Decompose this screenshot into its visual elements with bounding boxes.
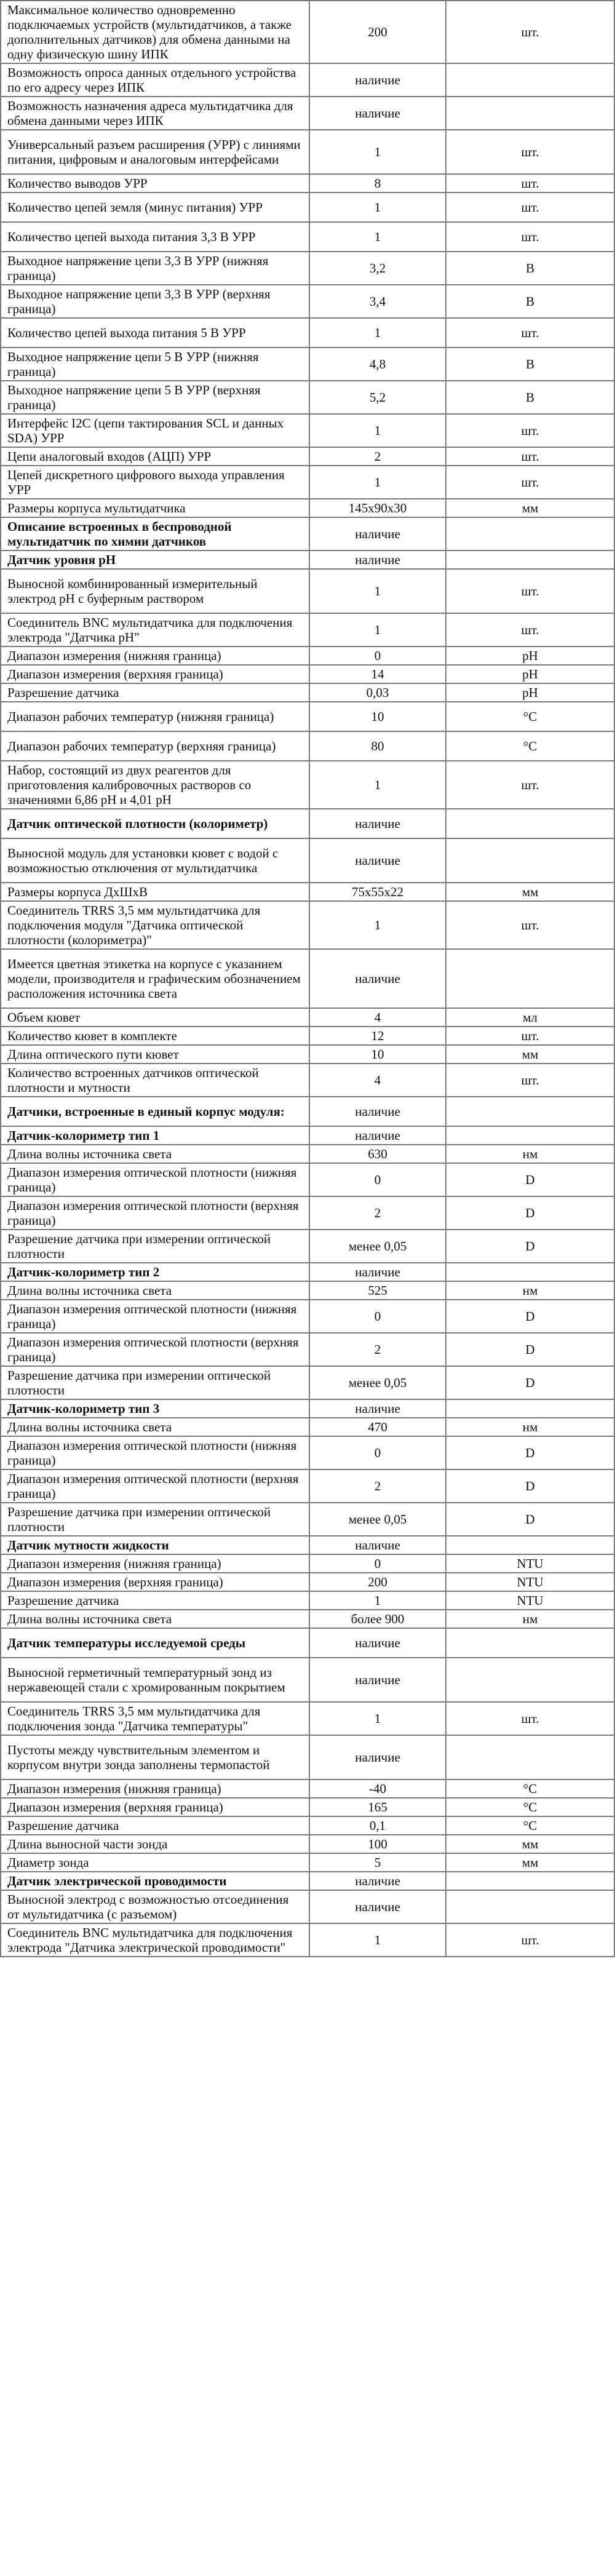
value-cell: менее 0,05	[309, 1503, 446, 1536]
spec-table-body	[1, 1, 614, 1957]
table-row	[1, 63, 614, 97]
value-cell: 1	[309, 130, 446, 174]
value-cell: наличие	[309, 1126, 446, 1145]
unit-cell	[446, 1890, 614, 1923]
unit-cell: шт.	[446, 1063, 614, 1097]
param-cell: Разрешение датчика при измерении оптической плотности	[1, 1230, 309, 1263]
param-cell: Соединитель TRRS 3,5 мм мультидатчика для подключения модуля "Датчика оптической плотности (колориметра)"	[1, 901, 309, 949]
unit-cell: D	[446, 1436, 614, 1469]
table-row	[1, 665, 614, 683]
value-cell: 1	[309, 613, 446, 646]
unit-cell: °C	[446, 1816, 614, 1835]
value-cell: 1	[309, 222, 446, 252]
unit-cell: мм	[446, 1045, 614, 1063]
param-cell: Длина волны источника света	[1, 1145, 309, 1163]
unit-cell: шт.	[446, 414, 614, 447]
param-cell: Диапазон измерения (нижняя граница)	[1, 1554, 309, 1573]
table-row	[1, 731, 614, 761]
value-cell: 14	[309, 665, 446, 683]
value-cell: 4	[309, 1008, 446, 1027]
table-row	[1, 1628, 614, 1658]
value-cell: наличие	[309, 1097, 446, 1126]
param-cell: Возможность назначения адреса мультидатчика для обмена данными через ИПК	[1, 97, 309, 130]
table-row	[1, 1045, 614, 1063]
unit-cell: шт.	[446, 193, 614, 222]
unit-cell: D	[446, 1333, 614, 1366]
unit-cell: °C	[446, 702, 614, 731]
param-cell: Датчик-колориметр тип 2	[1, 1263, 309, 1281]
value-cell: 1	[309, 1591, 446, 1610]
table-row	[1, 1366, 614, 1399]
value-cell: 4,8	[309, 348, 446, 381]
table-row	[1, 1281, 614, 1300]
value-cell: наличие	[309, 1658, 446, 1702]
param-cell: Разрешение датчика	[1, 1591, 309, 1610]
value-cell: 0	[309, 1163, 446, 1196]
table-row	[1, 1300, 614, 1333]
param-cell: Датчик мутности жидкости	[1, 1536, 309, 1554]
value-cell: 4	[309, 1063, 446, 1097]
value-cell: 5,2	[309, 381, 446, 414]
unit-cell	[446, 551, 614, 569]
table-row	[1, 1835, 614, 1853]
param-cell: Цепи аналоговый входов (АЦП) УРР	[1, 447, 309, 466]
value-cell: наличие	[309, 517, 446, 551]
value-cell: 1	[309, 569, 446, 613]
unit-cell: D	[446, 1163, 614, 1196]
unit-cell: шт.	[446, 1923, 614, 1957]
table-row	[1, 1554, 614, 1573]
value-cell: наличие	[309, 551, 446, 569]
table-row	[1, 646, 614, 665]
param-cell: Пустоты между чувствительным элементом и корпусом внутри зонда заполнены термопастой	[1, 1735, 309, 1779]
table-row	[1, 1, 614, 63]
value-cell: 1	[309, 414, 446, 447]
unit-cell	[446, 949, 614, 1008]
table-row	[1, 901, 614, 949]
param-cell: Выносной электрод с возможностью отсоединения от мультидатчика (с разъемом)	[1, 1890, 309, 1923]
param-cell: Диапазон измерения (нижняя граница)	[1, 1779, 309, 1798]
table-row	[1, 414, 614, 447]
table-row	[1, 1591, 614, 1610]
value-cell: 1	[309, 1923, 446, 1957]
unit-cell: шт.	[446, 318, 614, 348]
unit-cell: В	[446, 285, 614, 318]
param-cell: Описание встроенных в беспроводной мультидатчик по химии датчиков	[1, 517, 309, 551]
table-row	[1, 1008, 614, 1027]
table-row	[1, 1436, 614, 1469]
value-cell: 0	[309, 1300, 446, 1333]
unit-cell	[446, 1536, 614, 1554]
unit-cell	[446, 809, 614, 838]
unit-cell: pH	[446, 665, 614, 683]
table-row	[1, 1333, 614, 1366]
value-cell: 0,1	[309, 1816, 446, 1835]
param-cell: Выходное напряжение цепи 3,3 В УРР (нижняя граница)	[1, 252, 309, 285]
table-row	[1, 97, 614, 130]
table-row	[1, 569, 614, 613]
table-row	[1, 1890, 614, 1923]
value-cell: 1	[309, 761, 446, 809]
param-cell: Диапазон измерения оптической плотности (нижняя граница)	[1, 1300, 309, 1333]
param-cell: Длина выносной части зонда	[1, 1835, 309, 1853]
table-row	[1, 613, 614, 646]
unit-cell: шт.	[446, 222, 614, 252]
table-row	[1, 1027, 614, 1045]
table-row	[1, 1779, 614, 1798]
value-cell: наличие	[309, 838, 446, 883]
param-cell: Диапазон измерения (нижняя граница)	[1, 646, 309, 665]
param-cell: Количество цепей выхода питания 5 В УРР	[1, 318, 309, 348]
param-cell: Количество цепей земля (минус питания) УРР	[1, 193, 309, 222]
table-row	[1, 1418, 614, 1436]
param-cell: Диапазон измерения (верхняя граница)	[1, 665, 309, 683]
unit-cell: шт.	[446, 466, 614, 499]
param-cell: Выносной комбинированный измерительный электрод pH с буферным раствором	[1, 569, 309, 613]
unit-cell: pH	[446, 646, 614, 665]
table-row	[1, 809, 614, 838]
value-cell: 1	[309, 901, 446, 949]
param-cell: Количество кювет в комплекте	[1, 1027, 309, 1045]
param-cell: Выходное напряжение цепи 5 В УРР (нижняя граница)	[1, 348, 309, 381]
table-row	[1, 883, 614, 901]
value-cell: 200	[309, 1, 446, 63]
param-cell: Датчик оптической плотности (колориметр)	[1, 809, 309, 838]
unit-cell: нм	[446, 1418, 614, 1436]
param-cell: Универсальный разъем расширения (УРР) с линиями питания, цифровым и аналоговым интерфейсами	[1, 130, 309, 174]
table-row	[1, 517, 614, 551]
table-row	[1, 949, 614, 1008]
unit-cell: шт.	[446, 1, 614, 63]
value-cell: 3,4	[309, 285, 446, 318]
table-row	[1, 1872, 614, 1890]
unit-cell: мм	[446, 1853, 614, 1872]
param-cell: Разрешение датчика при измерении оптической плотности	[1, 1503, 309, 1536]
value-cell: 2	[309, 1196, 446, 1230]
table-row	[1, 1536, 614, 1554]
value-cell: наличие	[309, 1890, 446, 1923]
table-row	[1, 1097, 614, 1126]
value-cell: наличие	[309, 1399, 446, 1418]
value-cell: 3,2	[309, 252, 446, 285]
value-cell: 100	[309, 1835, 446, 1853]
unit-cell: pH	[446, 683, 614, 702]
param-cell: Разрешение датчика	[1, 683, 309, 702]
param-cell: Длина оптического пути кювет	[1, 1045, 309, 1063]
table-row	[1, 1816, 614, 1835]
table-row	[1, 466, 614, 499]
value-cell: наличие	[309, 1263, 446, 1281]
value-cell: 1	[309, 193, 446, 222]
param-cell: Возможность опроса данных отдельного устройства по его адресу через ИПК	[1, 63, 309, 97]
value-cell: 145x90x30	[309, 499, 446, 517]
table-row	[1, 222, 614, 252]
table-row	[1, 1735, 614, 1779]
unit-cell: нм	[446, 1610, 614, 1628]
unit-cell	[446, 1872, 614, 1890]
unit-cell: D	[446, 1230, 614, 1263]
unit-cell: D	[446, 1366, 614, 1399]
param-cell: Датчик температуры исследуемой среды	[1, 1628, 309, 1658]
unit-cell	[446, 1126, 614, 1145]
table-row	[1, 838, 614, 883]
unit-cell: мм	[446, 1835, 614, 1853]
table-row	[1, 285, 614, 318]
unit-cell: мл	[446, 1008, 614, 1027]
unit-cell: D	[446, 1469, 614, 1503]
value-cell: 165	[309, 1798, 446, 1816]
table-row	[1, 1196, 614, 1230]
unit-cell: нм	[446, 1145, 614, 1163]
table-row	[1, 702, 614, 731]
unit-cell	[446, 1399, 614, 1418]
unit-cell: шт.	[446, 447, 614, 466]
unit-cell: мм	[446, 883, 614, 901]
param-cell: Диапазон измерения (верхняя граница)	[1, 1573, 309, 1591]
unit-cell	[446, 1628, 614, 1658]
unit-cell: шт.	[446, 761, 614, 809]
unit-cell: шт.	[446, 569, 614, 613]
table-row	[1, 1923, 614, 1957]
param-cell: Диаметр зонда	[1, 1853, 309, 1872]
unit-cell: шт.	[446, 130, 614, 174]
value-cell: 2	[309, 1469, 446, 1503]
param-cell: Соединитель BNC мультидатчика для подключения электрода "Датчика электрической проводимости"	[1, 1923, 309, 1957]
value-cell: менее 0,05	[309, 1366, 446, 1399]
param-cell: Имеется цветная этикетка на корпусе с указанием модели, производителя и графическим обозначением расположения источника света	[1, 949, 309, 1008]
table-row	[1, 1399, 614, 1418]
table-row	[1, 1263, 614, 1281]
param-cell: Выходное напряжение цепи 3,3 В УРР (верхняя граница)	[1, 285, 309, 318]
unit-cell: шт.	[446, 1027, 614, 1045]
param-cell: Диапазон измерения оптической плотности (верхняя граница)	[1, 1196, 309, 1230]
param-cell: Диапазон рабочих температур (нижняя граница)	[1, 702, 309, 731]
table-row	[1, 551, 614, 569]
param-cell: Длина волны источника света	[1, 1418, 309, 1436]
param-cell: Разрешение датчика при измерении оптической плотности	[1, 1366, 309, 1399]
table-row	[1, 1145, 614, 1163]
value-cell: 0,03	[309, 683, 446, 702]
value-cell: 200	[309, 1573, 446, 1591]
table-row	[1, 761, 614, 809]
param-cell: Диапазон измерения (верхняя граница)	[1, 1798, 309, 1816]
value-cell: 1	[309, 318, 446, 348]
param-cell: Объем кювет	[1, 1008, 309, 1027]
param-cell: Количество цепей выхода питания 3,3 В УРР	[1, 222, 309, 252]
value-cell: 2	[309, 1333, 446, 1366]
value-cell: 10	[309, 702, 446, 731]
value-cell: 525	[309, 1281, 446, 1300]
unit-cell: шт.	[446, 613, 614, 646]
value-cell: 12	[309, 1027, 446, 1045]
unit-cell: D	[446, 1503, 614, 1536]
param-cell: Диапазон рабочих температур (верхняя граница)	[1, 731, 309, 761]
table-row	[1, 318, 614, 348]
table-row	[1, 1163, 614, 1196]
param-cell: Максимальное количество одновременно подключаемых устройств (мультидатчиков, а также дополнительных датчиков) для обмена данными на одну физическую шину ИПК	[1, 1, 309, 63]
param-cell: Разрешение датчика	[1, 1816, 309, 1835]
table-row	[1, 1702, 614, 1735]
value-cell: 1	[309, 1702, 446, 1735]
param-cell: Датчик электрической проводимости	[1, 1872, 309, 1890]
unit-cell: В	[446, 348, 614, 381]
table-row	[1, 683, 614, 702]
value-cell: наличие	[309, 809, 446, 838]
unit-cell	[446, 97, 614, 130]
param-cell: Выносной модуль для установки кювет с водой с возможностью отключения от мультидатчика	[1, 838, 309, 883]
unit-cell	[446, 838, 614, 883]
unit-cell	[446, 1097, 614, 1126]
value-cell: наличие	[309, 1735, 446, 1779]
unit-cell: D	[446, 1196, 614, 1230]
unit-cell: шт.	[446, 1702, 614, 1735]
table-row	[1, 1503, 614, 1536]
value-cell: 5	[309, 1853, 446, 1872]
param-cell: Количество встроенных датчиков оптической плотности и мутности	[1, 1063, 309, 1097]
param-cell: Датчик-колориметр тип 1	[1, 1126, 309, 1145]
param-cell: Размеры корпуса мультидатчика	[1, 499, 309, 517]
table-row	[1, 252, 614, 285]
table-row	[1, 1126, 614, 1145]
unit-cell: шт.	[446, 901, 614, 949]
value-cell: 0	[309, 646, 446, 665]
unit-cell: D	[446, 1300, 614, 1333]
param-cell: Выходное напряжение цепи 5 В УРР (верхняя граница)	[1, 381, 309, 414]
table-row	[1, 1573, 614, 1591]
value-cell: менее 0,05	[309, 1230, 446, 1263]
value-cell: наличие	[309, 63, 446, 97]
param-cell: Длина волны источника света	[1, 1610, 309, 1628]
value-cell: наличие	[309, 1872, 446, 1890]
table-row	[1, 1658, 614, 1702]
value-cell: 8	[309, 174, 446, 193]
value-cell: наличие	[309, 949, 446, 1008]
unit-cell: В	[446, 252, 614, 285]
param-cell: Датчик-колориметр тип 3	[1, 1399, 309, 1418]
table-row	[1, 1610, 614, 1628]
value-cell: наличие	[309, 1536, 446, 1554]
unit-cell	[446, 1735, 614, 1779]
unit-cell	[446, 517, 614, 551]
value-cell: 630	[309, 1145, 446, 1163]
unit-cell: нм	[446, 1281, 614, 1300]
table-row	[1, 1063, 614, 1097]
unit-cell: NTU	[446, 1554, 614, 1573]
value-cell: 0	[309, 1554, 446, 1573]
unit-cell: NTU	[446, 1573, 614, 1591]
param-cell: Датчики, встроенные в единый корпус модуля:	[1, 1097, 309, 1126]
value-cell: наличие	[309, 1628, 446, 1658]
unit-cell: шт.	[446, 174, 614, 193]
value-cell: 1	[309, 466, 446, 499]
param-cell: Выносной герметичный температурный зонд из нержавеющей стали с хромированным покрытием	[1, 1658, 309, 1702]
table-row	[1, 499, 614, 517]
unit-cell: мм	[446, 499, 614, 517]
unit-cell: NTU	[446, 1591, 614, 1610]
unit-cell: °C	[446, 731, 614, 761]
value-cell: 10	[309, 1045, 446, 1063]
table-row	[1, 381, 614, 414]
unit-cell	[446, 1658, 614, 1702]
unit-cell: °C	[446, 1779, 614, 1798]
param-cell: Датчик уровня pH	[1, 551, 309, 569]
unit-cell	[446, 63, 614, 97]
unit-cell	[446, 1263, 614, 1281]
table-row	[1, 193, 614, 222]
param-cell: Цепей дискретного цифрового выхода управления УРР	[1, 466, 309, 499]
value-cell: 75x55x22	[309, 883, 446, 901]
param-cell: Диапазон измерения оптической плотности (нижняя граница)	[1, 1163, 309, 1196]
param-cell: Диапазон измерения оптической плотности (верхняя граница)	[1, 1469, 309, 1503]
value-cell: 0	[309, 1436, 446, 1469]
table-row	[1, 1469, 614, 1503]
value-cell: наличие	[309, 97, 446, 130]
param-cell: Диапазон измерения оптической плотности (нижняя граница)	[1, 1436, 309, 1469]
param-cell: Размеры корпуса ДхШхВ	[1, 883, 309, 901]
param-cell: Соединитель TRRS 3,5 мм мультидатчика для подключения зонда "Датчика температуры"	[1, 1702, 309, 1735]
unit-cell: В	[446, 381, 614, 414]
value-cell: -40	[309, 1779, 446, 1798]
table-row	[1, 130, 614, 174]
table-row	[1, 447, 614, 466]
value-cell: 470	[309, 1418, 446, 1436]
table-row	[1, 1853, 614, 1872]
param-cell: Количество выводов УРР	[1, 174, 309, 193]
table-row	[1, 1230, 614, 1263]
param-cell: Набор, состоящий из двух реагентов для приготовления калибровочных растворов со значениями 6,86 pH и 4,01 pH	[1, 761, 309, 809]
param-cell: Диапазон измерения оптической плотности (верхняя граница)	[1, 1333, 309, 1366]
param-cell: Длина волны источника света	[1, 1281, 309, 1300]
table-row	[1, 1798, 614, 1816]
table-row	[1, 174, 614, 193]
table-row	[1, 348, 614, 381]
unit-cell: °C	[446, 1798, 614, 1816]
value-cell: более 900	[309, 1610, 446, 1628]
param-cell: Интерфейс I2C (цепи тактирования SCL и данных SDA) УРР	[1, 414, 309, 447]
value-cell: 80	[309, 731, 446, 761]
param-cell: Соединитель BNC мультидатчика для подключения электрода "Датчика pH"	[1, 613, 309, 646]
value-cell: 2	[309, 447, 446, 466]
